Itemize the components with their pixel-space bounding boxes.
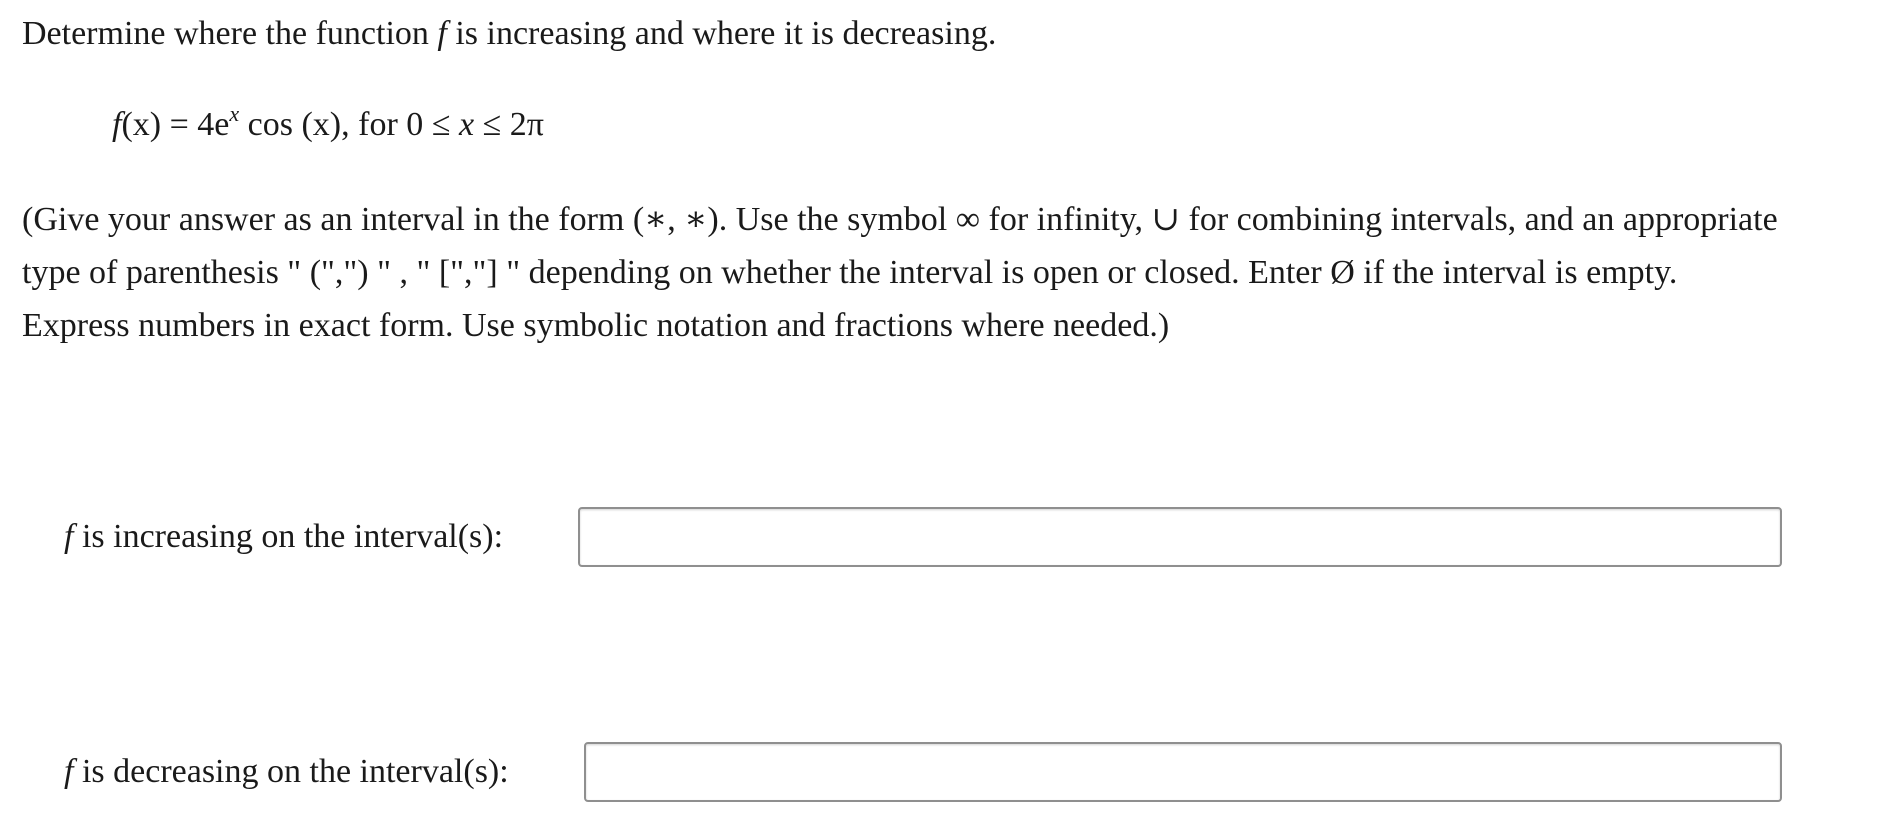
increasing-interval-input[interactable]: [578, 507, 1782, 567]
decreasing-label-text: is decreasing on the interval(s):: [73, 753, 509, 790]
increasing-label-function-name: f: [64, 518, 74, 555]
increasing-answer-row: [64, 507, 503, 567]
formula-domain-variable: x: [458, 106, 475, 143]
decreasing-label: [64, 752, 509, 792]
formula-function-argument: (x): [121, 106, 162, 143]
increasing-label-text: is increasing on the interval(s):: [73, 518, 504, 555]
decreasing-answer-row: [64, 742, 509, 802]
function-formula: [112, 103, 544, 147]
formula-cos-argument: (x): [301, 106, 342, 143]
prompt-text-start: Determine where the function: [22, 15, 438, 52]
prompt-text-end: is increasing and where it is decreasing.: [446, 15, 997, 52]
prompt-function-name: f: [437, 15, 447, 52]
formula-domain-text: , for 0 ≤: [341, 106, 459, 143]
answer-instructions: [22, 193, 1872, 352]
instructions-line-2: type of parenthesis " (",") " , " [","] " depending on whether the interval is open or closed. Enter Ø if the interval is empty.: [22, 254, 1678, 291]
increasing-label: [64, 517, 503, 557]
decreasing-label-function-name: f: [64, 753, 74, 790]
formula-equals-coefficient: = 4e: [161, 106, 230, 143]
decreasing-interval-input[interactable]: [584, 742, 1782, 802]
formula-domain-end: ≤ 2π: [474, 106, 544, 143]
formula-cos: cos: [239, 106, 302, 143]
formula-function-name: f: [112, 106, 122, 143]
instructions-line-3: Express numbers in exact form. Use symbolic notation and fractions where needed.): [22, 307, 1170, 344]
instructions-line-1: (Give your answer as an interval in the form (∗, ∗). Use the symbol ∞ for infinity, ∪ for combining intervals, and an appropriate: [22, 201, 1778, 238]
formula-exponent: x: [229, 101, 240, 126]
question-prompt: [22, 14, 996, 54]
